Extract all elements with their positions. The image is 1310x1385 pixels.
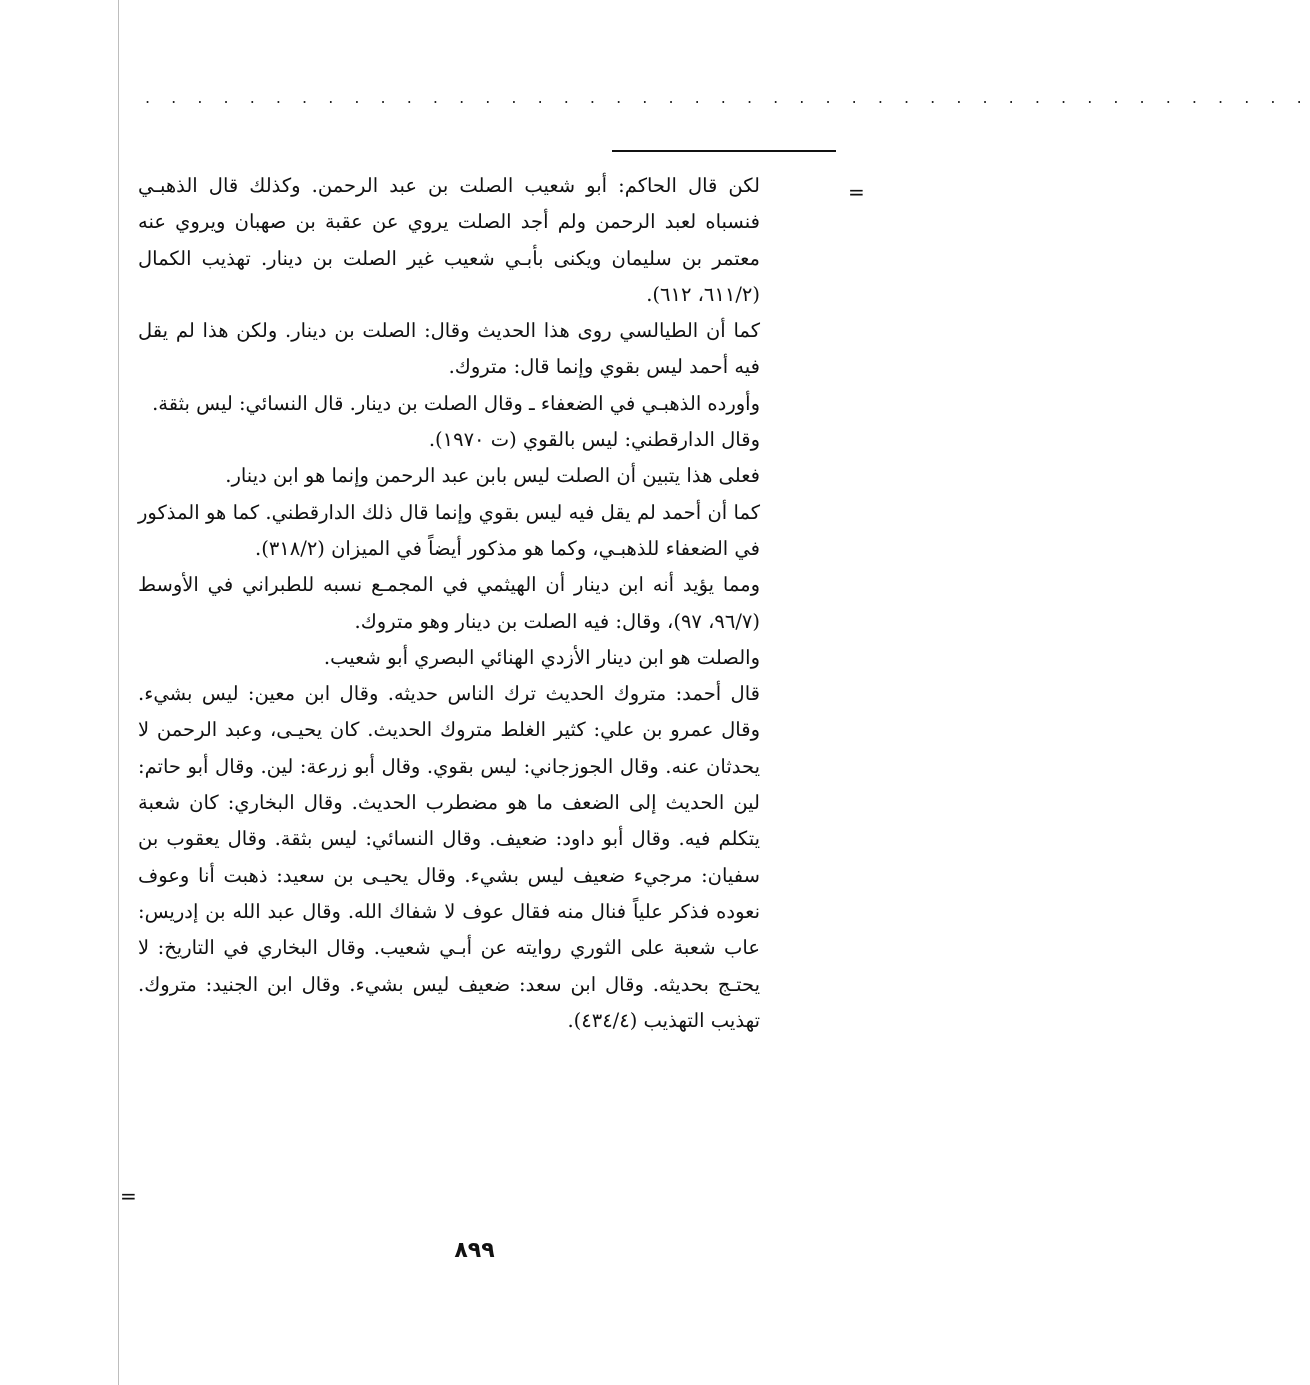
paragraph-dhahabi-weak-list: وأورده الذهبـي في الضعفاء ـ وقال الصلت بن دينار. قال النسائي: ليس بثقة. (152, 391, 760, 415)
footnote-separator-line (612, 150, 836, 152)
paragraph-daraqutni: وقال الدارقطني: ليس بالقوي (ت ١٩٧٠). (428, 428, 760, 452)
paragraph-scholar-opinions: قال أحمد: متروك الحديث ترك الناس حديثه. وقال ابن معين: ليس بشيء. وقال عمرو بن علي: كثير الغلط متروك الحديث. كان يحيـى، وعبد الرحمن لا يحدثان عنه. وقال الجوزجاني: ليس بقوي. وقال أبو زرعة: لين. وقال أبو حاتم: لين الحديث إلى الضعف ما هو مضطرب الحديث. وقال البخاري: كان شعبة يتكلم فيه. وقال أبو داود: ضعيف. وقال النسائي: ليس بثقة. وقال يعقوب بن سفيان: مرجيء ضعيف ليس بشيء. وقال يحيـى بن سعيد: ذهبت أنا وعوف نعوده فذكر علياً فنال منه فقال عوف لا شفاك الله. وقال عبد الله بن إدريس: عاب شعبة على الثوري روايته عن أبـي شعيب. وقال البخاري في التاريخ: لا يحتـج بحديثه. وقال ابن سعد: ضعيف ليس بشيء. وقال ابن الجنيد: متروك. تهذيب التهذيب (٤٣٤/٤). (138, 682, 760, 1032)
paragraph-hakim-attribution: لكن قال الحاكم: أبو شعيب الصلت بن عبد الرحمن. وكذلك قال الذهبـي فنسباه لعبد الرحمن ولم أجد الصلت يروي عن عقبة بن صهبان ويروي عنه معتمر بن سليمان ويكنى بأبـي شعيب غير الصلت بن دينار. تهذيب الكمال (٦١١/٢، ٦١٢). (138, 174, 760, 306)
continuation-mark-left: = (120, 1184, 137, 1208)
page-number: ٨٩٩ (454, 1238, 495, 1263)
paragraph-identity: والصلت هو ابن دينار الأزدي الهنائي البصري أبو شعيب. (323, 645, 760, 669)
paragraph-tayalisi-narration: كما أن الطيالسي روى هذا الحديث وقال: الصلت بن دينار. ولكن هذا لم يقل فيه أحمد ليس بقوي وإنما قال: متروك. (138, 319, 760, 379)
footnote-text-block (138, 168, 760, 1039)
paragraph-ahmad-note: كما أن أحمد لم يقل فيه ليس بقوي وإنما قال ذلك الدارقطني. كما هو المذكور في الضعفاء للذهبـي، وكما هو مذكور أيضاً في الميزان (٣١٨/٢). (138, 500, 760, 560)
paragraph-conclusion: فعلى هذا يتبين أن الصلت ليس بابن عبد الرحمن وإنما هو ابن دينار. (225, 464, 760, 488)
continuation-mark-right: = (848, 180, 865, 204)
page-binding-line (118, 0, 119, 1385)
dotted-header-rule: . . . . . . . . . . . . . . . . . . . . . . . . . . . . . . . . . . . . . . . . . . . . . (145, 88, 1310, 107)
paragraph-haythami-support: ومما يؤيد أنه ابن دينار أن الهيثمي في المجمـع نسبه للطبراني في الأوسط (٩٦/٧، ٩٧)، وقال: فيه الصلت بن دينار وهو متروك. (138, 573, 760, 633)
